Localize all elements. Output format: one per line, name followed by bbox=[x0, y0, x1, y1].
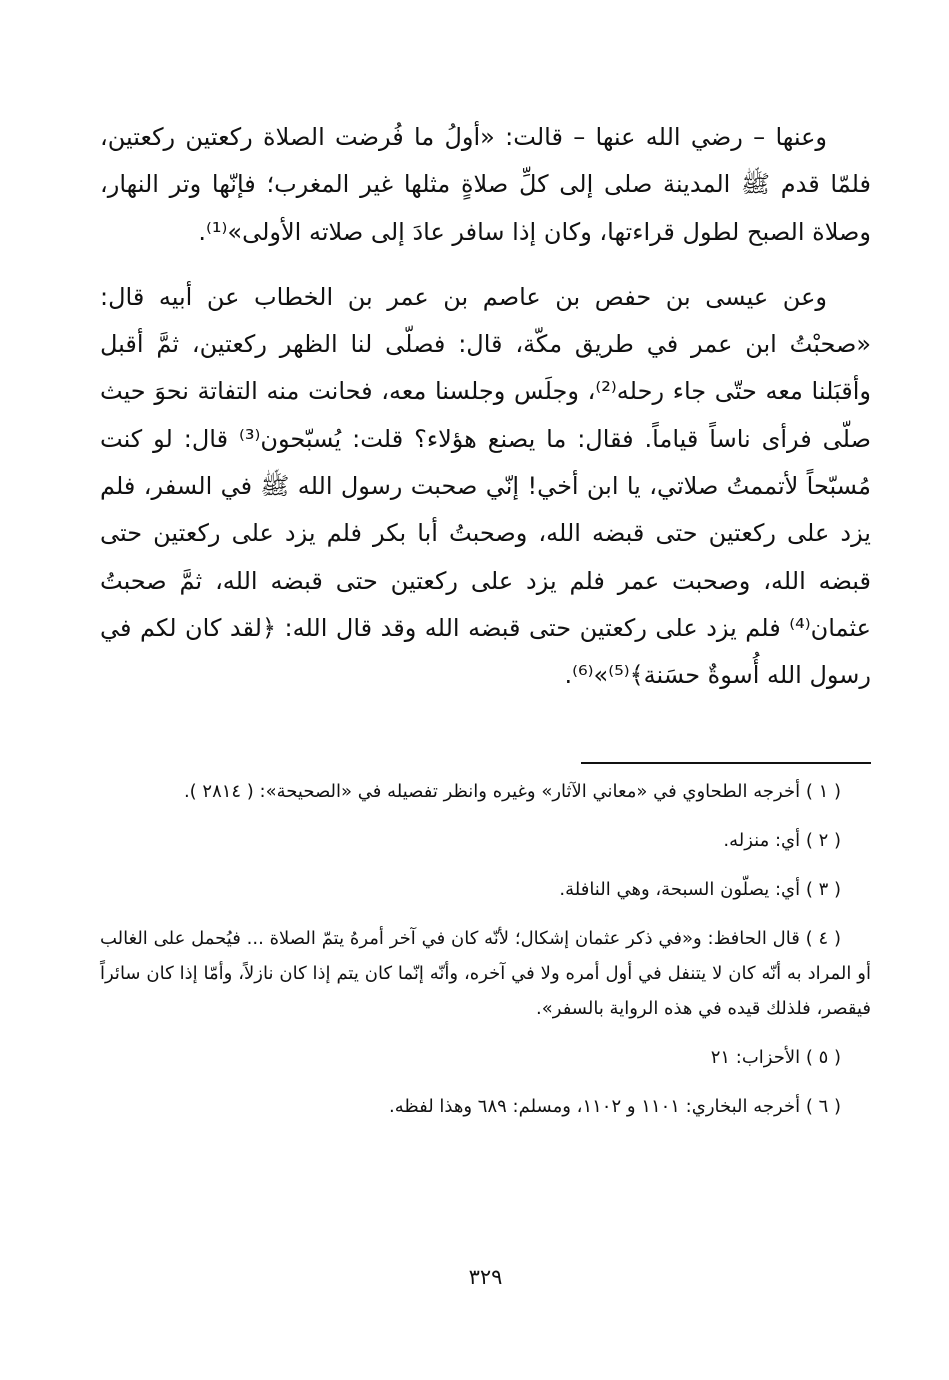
book-page bbox=[100, 0, 871, 1380]
footnote-3: ( ٣ ) أي: يصلّون السبحة، وهي النافلة. bbox=[559, 879, 841, 900]
page-number: ٣٢٩ bbox=[468, 1265, 503, 1289]
footnote-1: ( ١ ) أخرجه الطحاوي في «معاني الآثار» وغيره وانظر تفصيله في «الصحيحة»: ( ٢٨١٤ ). bbox=[183, 781, 841, 802]
footnotes bbox=[100, 774, 871, 1124]
footnote-6: ( ٦ ) أخرجه البخاري: ١١٠١ و ١١٠٢، ومسلم: ٦٨٩ وهذا لفظه. bbox=[388, 1096, 841, 1117]
footnote-4: ( ٤ ) قال الحافظ: و«في ذكر عثمان إشكال؛ لأنّه كان في آخر أمرهُ يتمّ الصلاة ... فيُحمل على الغالب أو المراد به أنّه كان لا يتنفل في أول أمره ولا في آخره، وأنّه إنّما كان يتم إذا كان نازلاً، وأمّا إذا كان سائراً فيقصر، فلذلك قيده في هذه الرواية بالسفر». bbox=[100, 928, 871, 1019]
paragraph-aisha-hadith: وعنها – رضي الله عنها – قالت: «أولُ ما فُرضت الصلاة ركعتين ركعتين، فلمّا قدم ﷺ المدينة صلى إلى كلِّ صلاةٍ مثلها غير المغرب؛ فإنّها وتر النهار، وصلاة الصبح لطول قراءتها، وكان إذا سافر عادَ إلى صلاته الأولى»⁽¹⁾. bbox=[100, 123, 871, 246]
paragraph-isa-hadith: وعن عيسى بن حفص بن عاصم بن عمر بن الخطاب عن أبيه قال: «صحبْتُ ابن عمر في طريق مكّة، قال: فصلّى لنا الظهر ركعتين، ثمَّ أقبل وأقبَلنا معه حتّى جاء رحله⁽²⁾، وجلَس وجلسنا معه، فحانت منه التفاتة نحوَ حيث صلّى فرأى ناساً قياماً. فقال: ما يصنع هؤلاء؟ قلت: يُسبّحون⁽³⁾ قال: لو كنت مُسبّحاً لأتممتُ صلاتي، يا ابن أخي! إنّي صحبت رسول الله ﷺ في السفر، فلم يزد على ركعتين حتى قبضه الله، وصحبتُ أبا بكر فلم يزد على ركعتين حتى قبضه الله، وصحبت عمر فلم يزد على ركعتين حتى قبضه الله، ثمَّ صحبتُ عثمان⁽⁴⁾ فلم يزد على ركعتين حتى قبضه الله وقد قال الله: ﴿لقد كان لكم في رسول الله أُسوةٌ حسَنة﴾⁽⁵⁾»⁽⁶⁾. bbox=[100, 282, 872, 690]
main-text bbox=[100, 114, 871, 700]
footnote-divider bbox=[581, 762, 871, 764]
footnote-5: ( ٥ ) الأحزاب: ٢١ bbox=[710, 1047, 841, 1068]
footnote-2: ( ٢ ) أي: منزله. bbox=[723, 830, 841, 851]
